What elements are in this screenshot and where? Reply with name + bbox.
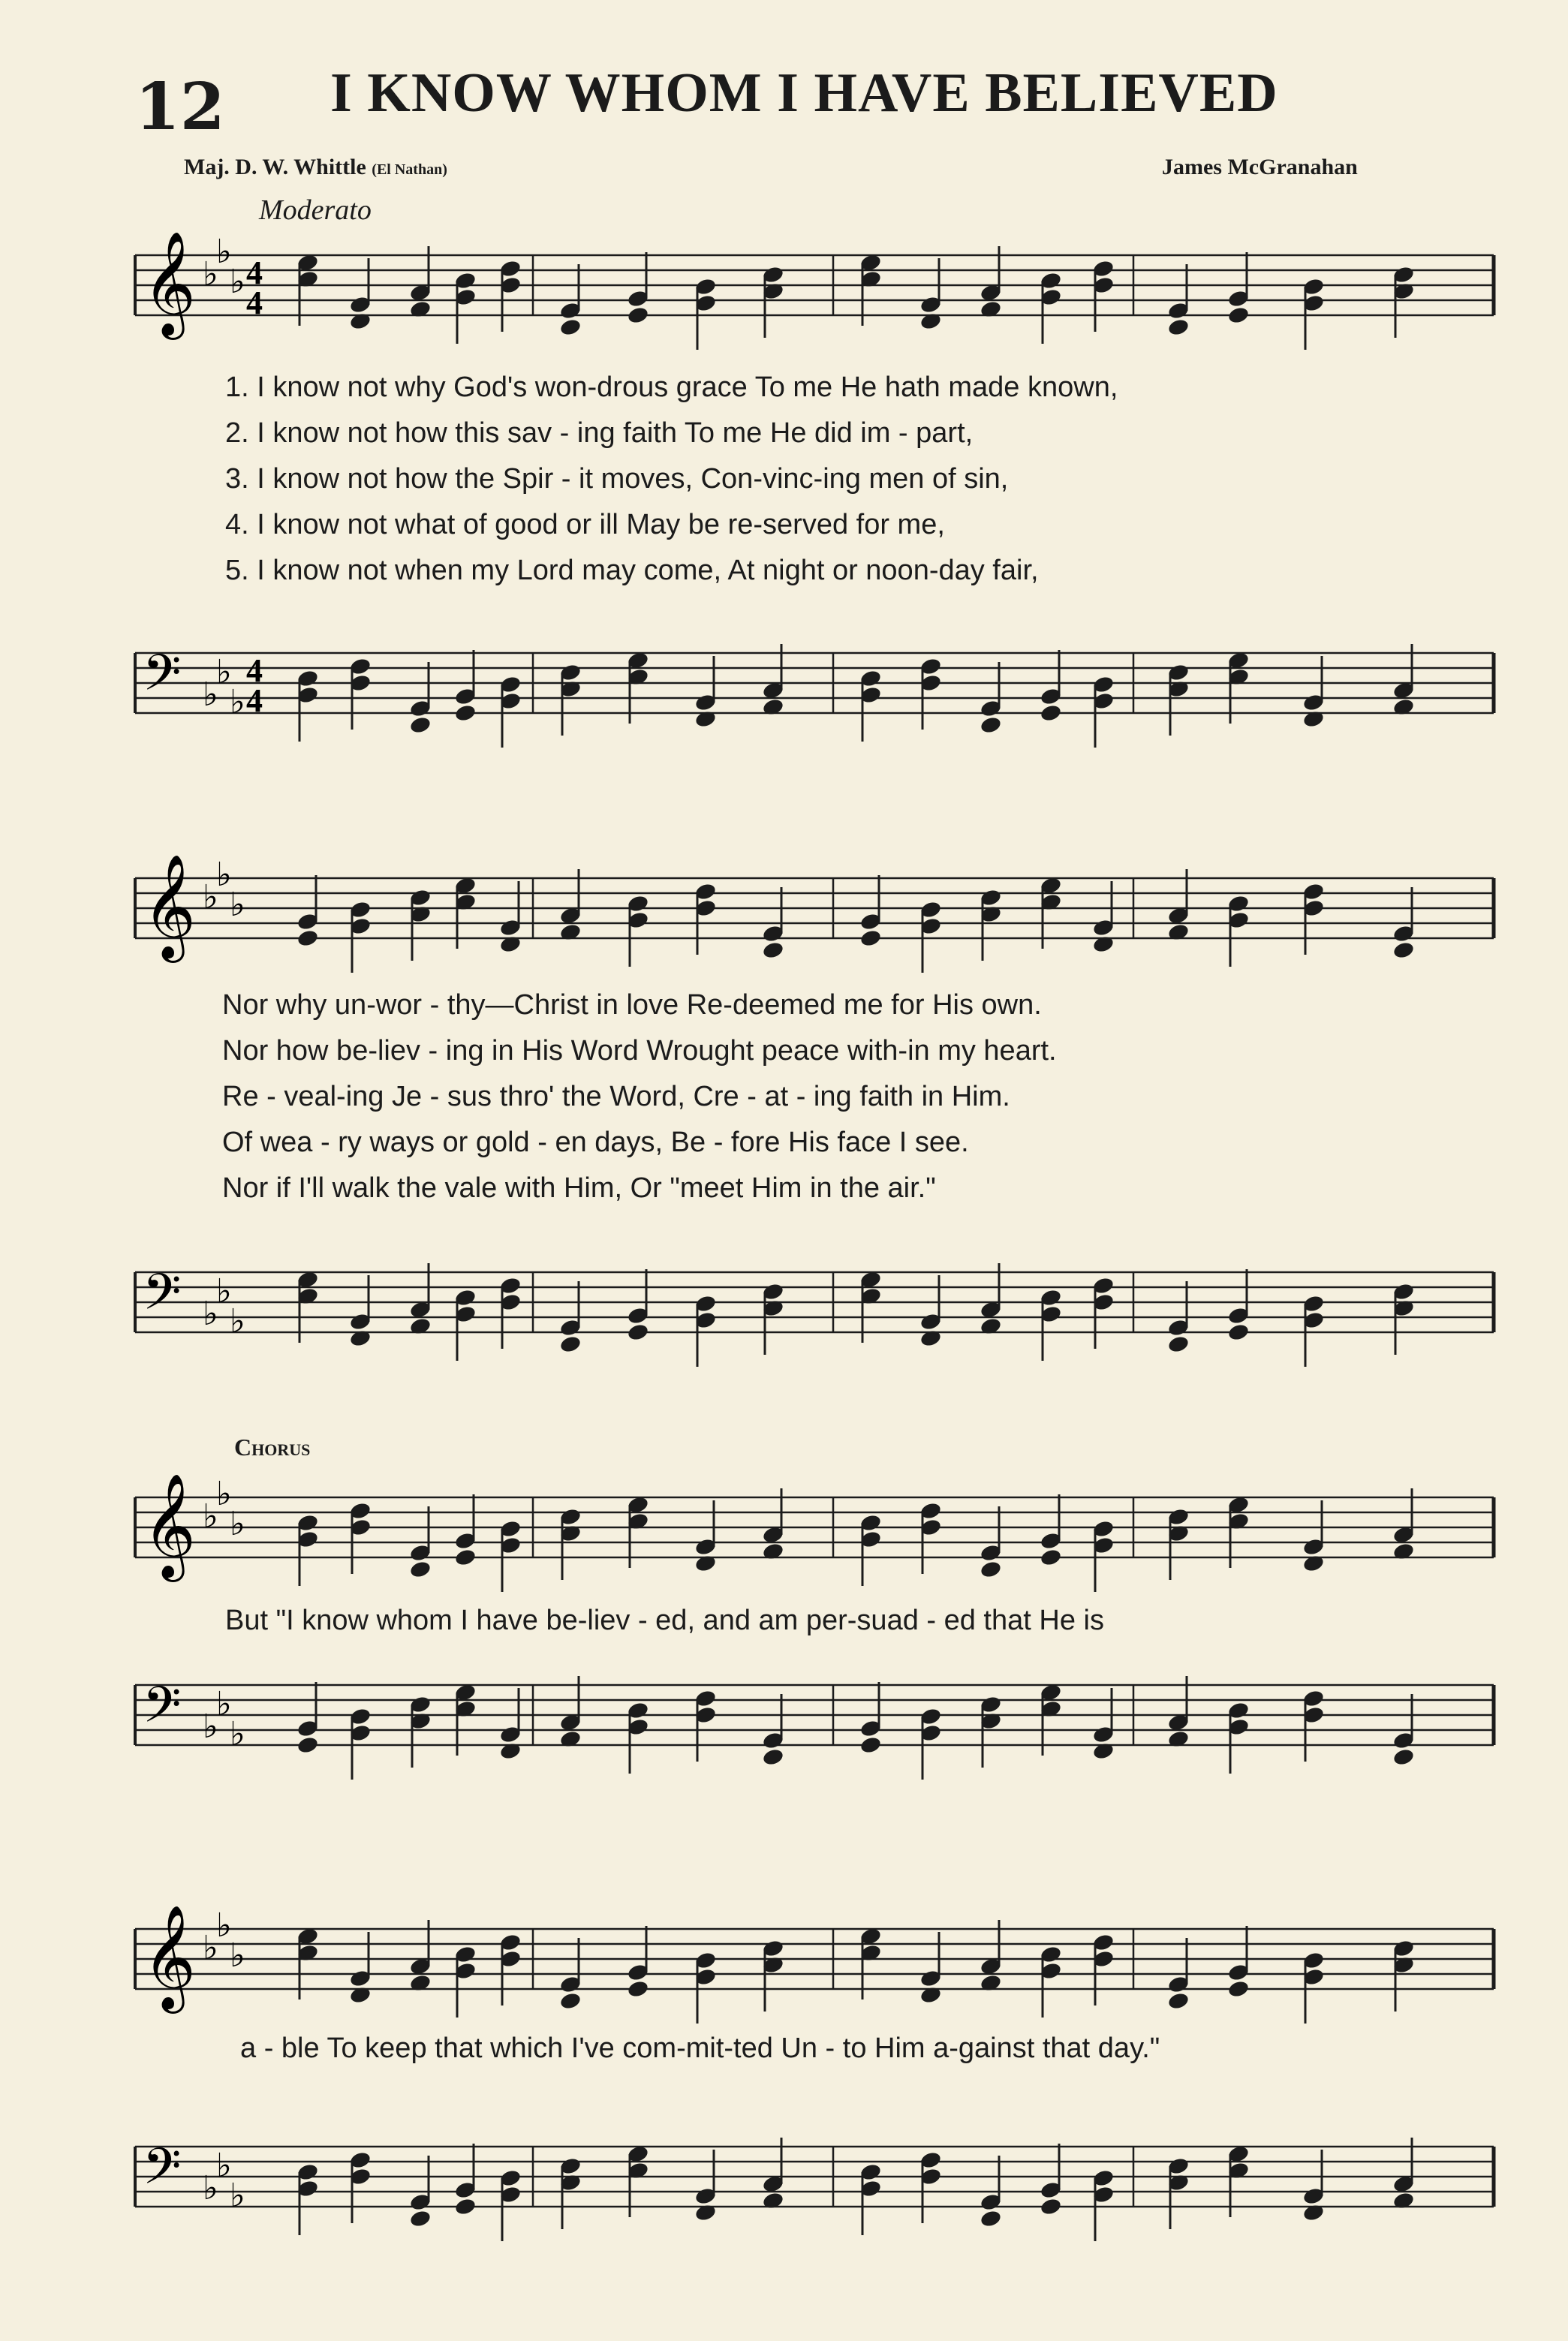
note-head	[980, 2209, 1003, 2228]
flat-icon: ♭	[216, 653, 232, 691]
lyricist-pseudonym: (El Nathan)	[372, 161, 447, 178]
bass-clef-icon: 𝄢	[143, 644, 182, 714]
tempo-marking: Moderato	[259, 194, 372, 226]
note-head	[980, 715, 1003, 735]
note-head	[1392, 1747, 1416, 1767]
time-signature-top: 4	[246, 254, 263, 291]
verse-line-10: Nor if I'll walk the vale with Him, Or "meet Him in the air."	[222, 1172, 936, 1204]
flat-icon: ♭	[216, 1685, 232, 1723]
flat-icon: ♭	[230, 683, 245, 721]
note-head	[454, 703, 477, 723]
lyricist-credit	[184, 155, 447, 180]
flat-icon: ♭	[216, 1906, 232, 1945]
system-2-treble-staff	[113, 848, 1501, 976]
flat-icon: ♭	[230, 1505, 245, 1543]
chorus-line-2: a - ble To keep that which I've com-mit-ted Un - to Him a-gainst that day."	[240, 2033, 1160, 2064]
system-3-treble-staff	[113, 1467, 1501, 1595]
note-head	[454, 1548, 477, 1567]
treble-clef-icon: 𝄞	[143, 1905, 196, 2009]
flat-icon: ♭	[203, 1497, 218, 1536]
chorus-line-1: But "I know whom I have be-liev - ed, and am per-suad - ed that He is	[225, 1605, 1104, 1636]
bass-clef-icon: 𝄢	[143, 1263, 182, 1333]
note-head	[454, 2197, 477, 2216]
note-head	[296, 1735, 320, 1755]
note-head	[762, 1747, 785, 1767]
note-head	[1040, 703, 1063, 723]
system-4-bass-staff	[113, 2117, 1501, 2244]
note-head	[409, 1560, 432, 1579]
flat-icon: ♭	[230, 886, 245, 924]
verse-line-3: 3. I know not how the Spir - it moves, Con-vinc-ing men of sin,	[225, 463, 1009, 495]
flat-icon: ♭	[230, 1715, 245, 1753]
note-head	[1227, 1322, 1250, 1342]
verse-line-5: 5. I know not when my Lord may come, At night or noon-day fair,	[225, 555, 1039, 586]
flat-icon: ♭	[203, 1295, 218, 1333]
verse-line-7: Nor how be-liev - ing in His Word Wrought peace with-in my heart.	[222, 1035, 1057, 1067]
flat-icon: ♭	[216, 1475, 232, 1513]
flat-icon: ♭	[203, 1929, 218, 1967]
system-3-bass-staff	[113, 1655, 1501, 1783]
note-head	[1167, 1334, 1190, 1354]
flat-icon: ♭	[230, 1302, 245, 1341]
note-head	[980, 1560, 1003, 1579]
note-head	[1227, 305, 1250, 325]
flat-icon: ♭	[203, 255, 218, 293]
flat-icon: ♭	[203, 878, 218, 916]
note-head	[859, 928, 883, 948]
verse-line-2: 2. I know not how this sav - ing faith To me He did im - part,	[225, 417, 974, 449]
hymn-number: 12	[135, 69, 225, 145]
flat-icon: ♭	[216, 1272, 232, 1310]
flat-icon: ♭	[230, 1936, 245, 1975]
note-head	[627, 1322, 650, 1342]
note-head	[559, 1991, 582, 2011]
verse-line-8: Re - veal-ing Je - sus thro' the Word, Cre - at - ing faith in Him.	[222, 1081, 1010, 1112]
note-head	[627, 1979, 650, 1999]
treble-clef-icon: 𝄞	[143, 854, 196, 958]
note-head	[409, 715, 432, 735]
flat-icon: ♭	[203, 1708, 218, 1746]
verse-line-4: 4. I know not what of good or ill May be re-served for me,	[225, 509, 945, 540]
flat-icon: ♭	[203, 676, 218, 714]
note-head	[1392, 940, 1416, 960]
time-signature-bottom: 4	[246, 682, 263, 719]
time-signature-bottom: 4	[246, 284, 263, 321]
system-1-bass-staff	[113, 623, 1501, 751]
note-head	[1167, 1991, 1190, 2011]
lyricist-name: Maj. D. W. Whittle	[184, 155, 366, 179]
verse-line-6: Nor why un-wor - thy—Christ in love Re-deemed me for His own.	[222, 989, 1042, 1021]
hymn-title: I KNOW WHOM I HAVE BELIEVED	[330, 62, 1278, 124]
note-head	[296, 928, 320, 948]
note-head	[559, 1334, 582, 1354]
system-1-treble-staff	[113, 225, 1501, 353]
chorus-label: Chorus	[234, 1434, 311, 1461]
flat-icon: ♭	[216, 856, 232, 894]
note-head	[1167, 317, 1190, 337]
flat-icon: ♭	[203, 2169, 218, 2207]
flat-icon: ♭	[216, 2147, 232, 2185]
flat-icon: ♭	[230, 2177, 245, 2215]
treble-clef-icon: 𝄞	[143, 1473, 196, 1578]
note-head	[627, 305, 650, 325]
bass-clef-icon: 𝄢	[143, 1676, 182, 1746]
verse-line-9: Of wea - ry ways or gold - en days, Be - fore His face I see.	[222, 1127, 969, 1158]
flat-icon: ♭	[216, 233, 232, 271]
note-head	[762, 940, 785, 960]
treble-clef-icon: 𝄞	[143, 231, 196, 336]
note-head	[859, 1735, 883, 1755]
note-head	[1227, 1979, 1250, 1999]
composer-credit: James McGranahan	[1162, 155, 1358, 179]
flat-icon: ♭	[230, 263, 245, 301]
bass-clef-icon: 𝄢	[143, 2138, 182, 2207]
system-2-bass-staff	[113, 1242, 1501, 1370]
note-head	[1040, 2197, 1063, 2216]
system-4-treble-staff	[113, 1899, 1501, 2027]
note-head	[1040, 1548, 1063, 1567]
verse-line-1: 1. I know not why God's won-drous grace To me He hath made known,	[225, 372, 1118, 403]
note-head	[409, 2209, 432, 2228]
time-signature-top: 4	[246, 652, 263, 689]
note-head	[559, 317, 582, 337]
